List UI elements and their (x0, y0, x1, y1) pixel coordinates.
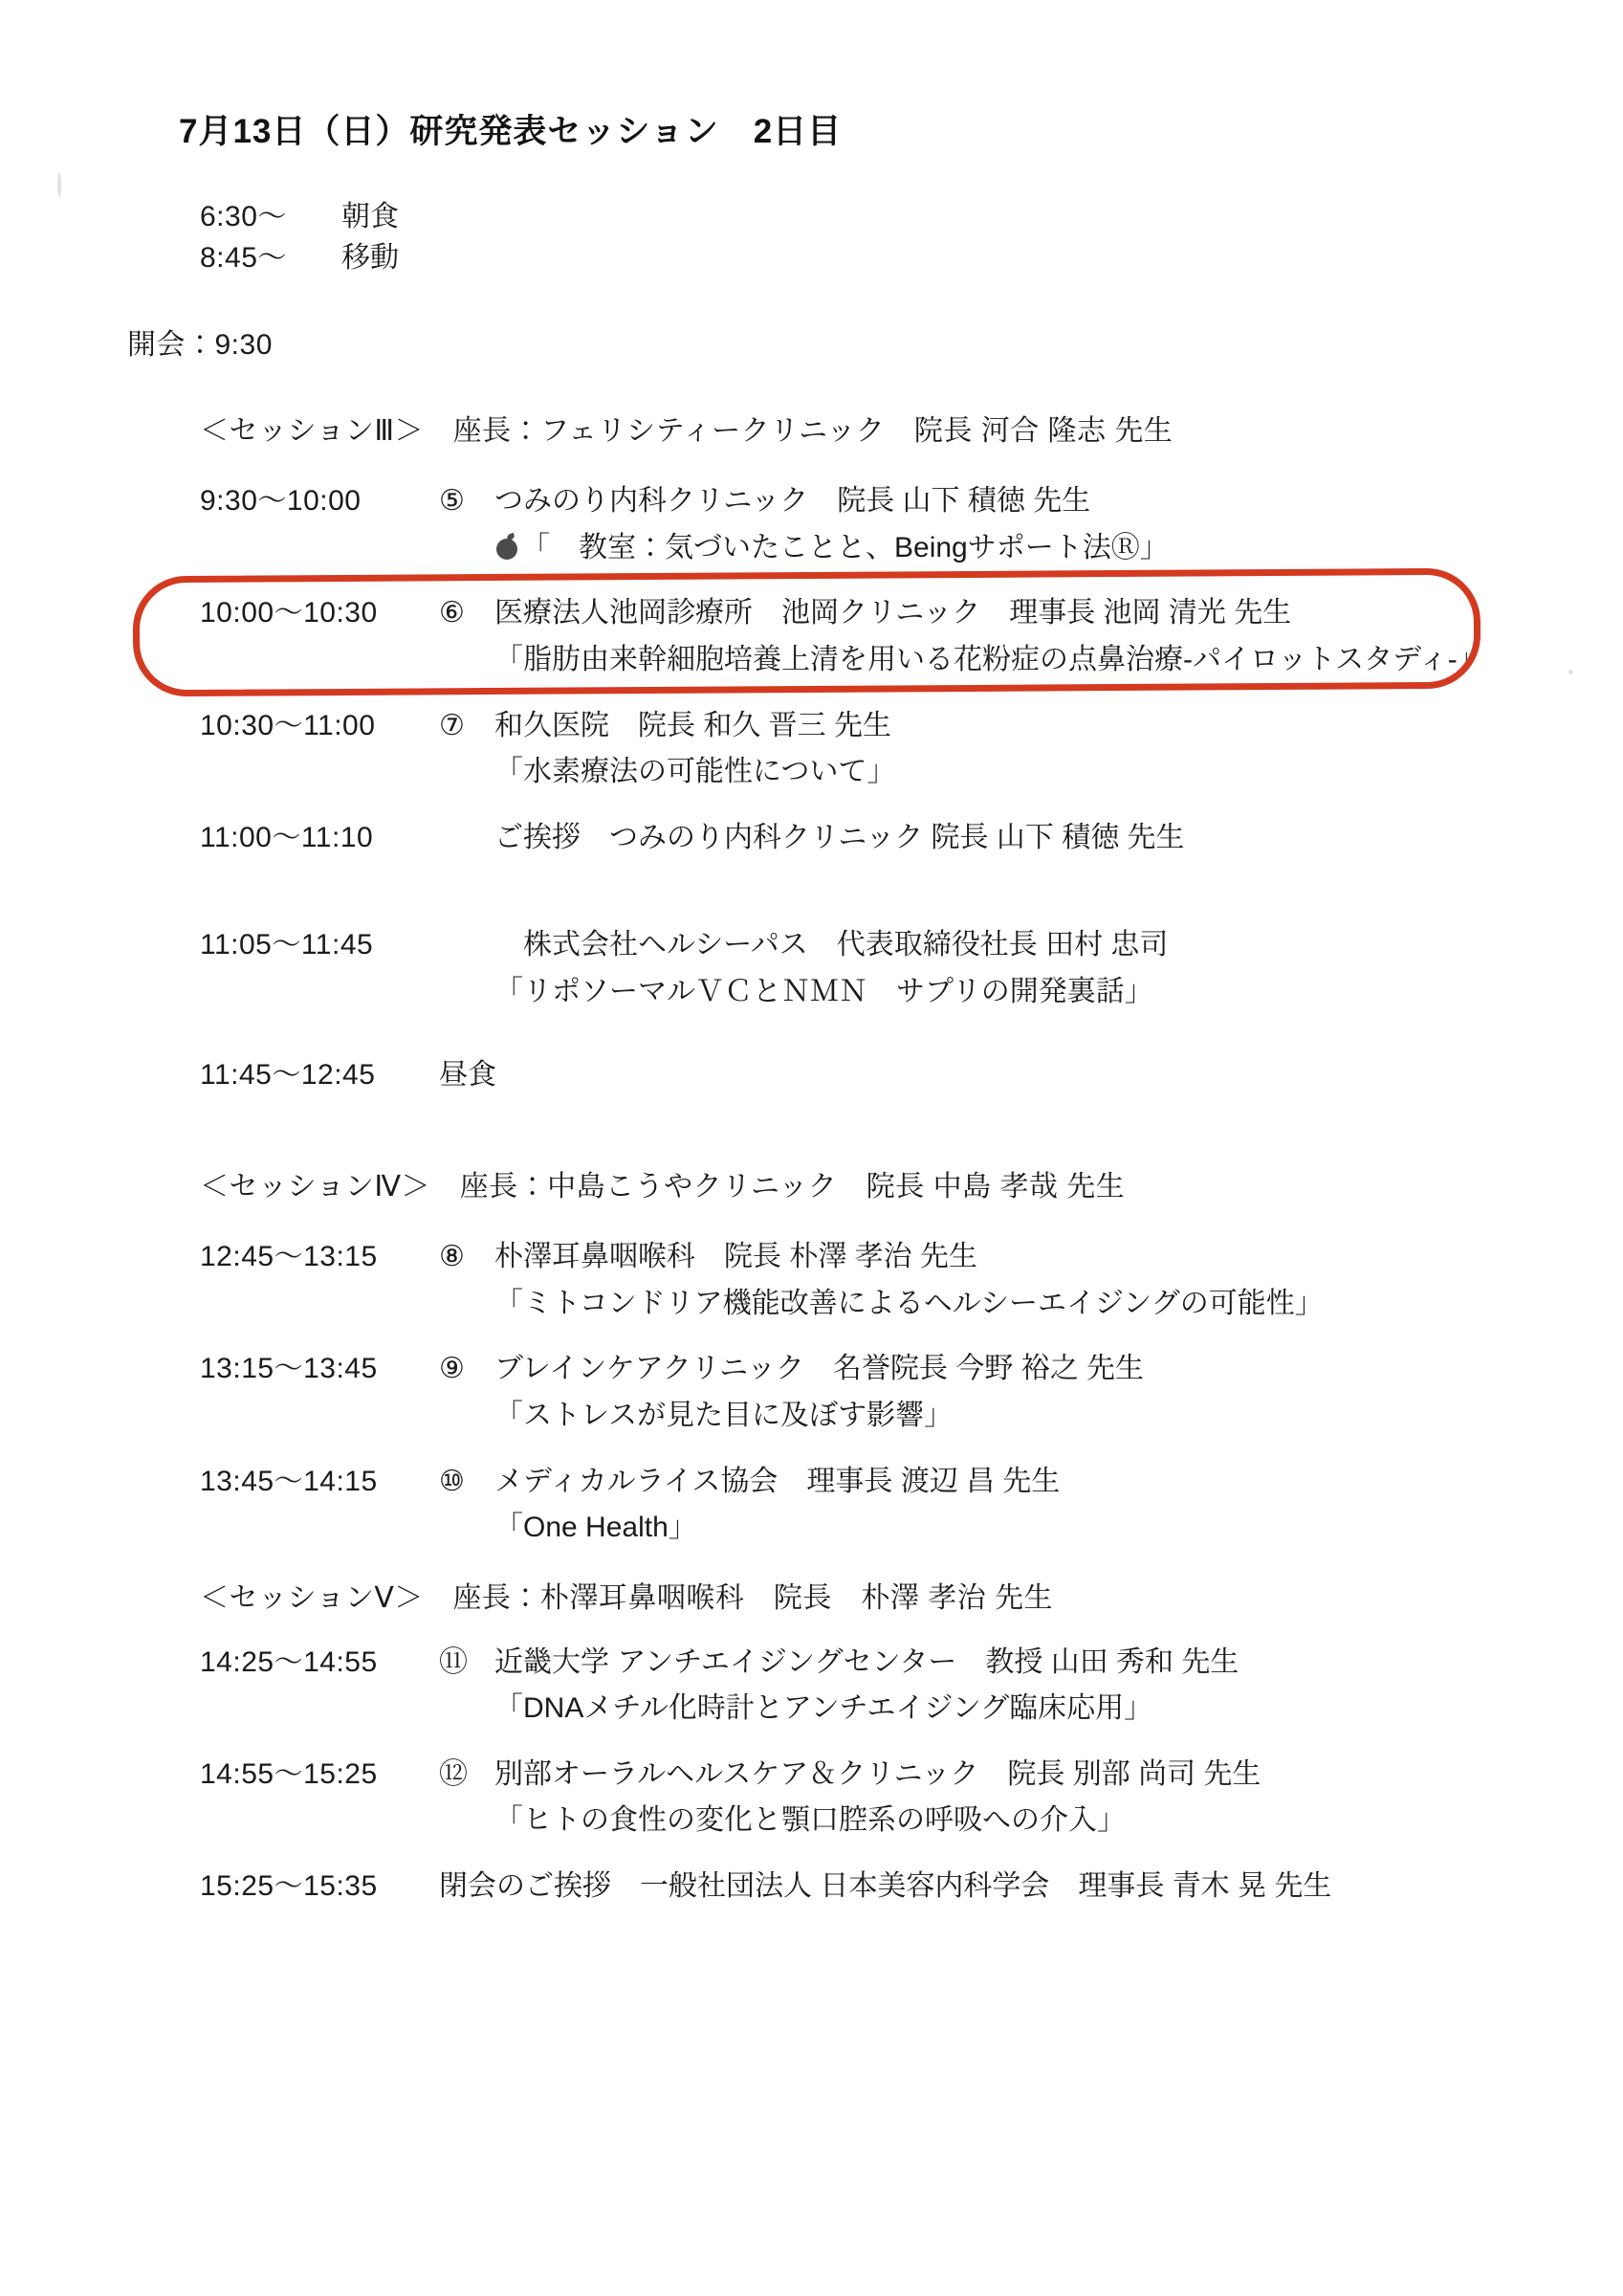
session-5-heading: ＜セッションⅤ＞ 座長：朴澤耳鼻咽喉科 院長 朴澤 孝治 先生 (200, 1581, 1054, 1614)
closing-row (200, 1866, 1480, 1908)
program-talk: 「DNAメチル化時計とアンチエイジング臨床応用」 (494, 1692, 1153, 1725)
program-talk: 「 教室：気づいたことと、Beingサポート法Ⓡ」 (521, 531, 1169, 563)
program-time: 10:00～10:30 (200, 597, 378, 629)
program-row (200, 1462, 1480, 1549)
program-speaker: ブレインケアクリニック 名誉院長 今野 裕之 先生 (494, 1353, 1145, 1385)
program-row (200, 706, 1480, 793)
program-speaker: 医療法人池岡診療所 池岡クリニック 理事長 池岡 清光 先生 (494, 597, 1292, 629)
list-item (200, 238, 1480, 279)
pre-item-label: 移動 (341, 241, 399, 274)
program-row (200, 481, 1480, 568)
program-speaker: ご挨拶 つみのり内科クリニック 院長 山下 積徳 先生 (494, 821, 1185, 853)
program-number: ⑥ (439, 597, 465, 629)
scan-artifact (57, 172, 61, 197)
program-row (200, 1755, 1480, 1842)
program-talk: 「One Health」 (494, 1512, 697, 1544)
program-talk: 「ミトコンドリア機能改善によるヘルシーエイジングの可能性」 (494, 1287, 1324, 1319)
program-time: 11:05～11:45 (200, 929, 374, 961)
program-speaker: 近畿大学 アンチエイジングセンター 教授 山田 秀和 先生 (494, 1645, 1239, 1678)
program-row (200, 593, 1486, 680)
program-number: ⑦ (439, 709, 465, 741)
pre-item-label: 朝食 (341, 201, 399, 232)
apple-icon (496, 539, 517, 560)
program-speaker: メディカルライス協会 理事長 渡辺 昌 先生 (494, 1465, 1061, 1497)
lunch-time: 11:45～12:45 (200, 1058, 376, 1091)
list-item (200, 197, 1480, 238)
lunch-label: 昼食 (439, 1058, 496, 1091)
opening-time: 開会：9:30 (127, 329, 273, 362)
lunch-row (200, 1055, 1480, 1096)
program-row (200, 1349, 1480, 1436)
program-row (200, 1237, 1480, 1324)
program-number: ⑨ (439, 1353, 465, 1385)
program-talk: 「ストレスが見た目に及ぼす影響」 (494, 1399, 954, 1431)
program-time: 11:00～11:10 (200, 821, 374, 853)
pre-item-time: 6:30～ (200, 201, 287, 232)
program-row (200, 818, 1480, 859)
pre-item-time: 8:45～ (200, 241, 287, 274)
program-talk: 「水素療法の可能性について」 (494, 756, 896, 788)
session-3-heading: ＜セッションⅢ＞ 座長：フェリシティークリニック 院長 河合 隆志 先生 (200, 415, 1173, 448)
program-time: 14:25～14:55 (200, 1645, 378, 1678)
program-row (200, 925, 1480, 1012)
program-talk: 「ヒトの食性の変化と顎口腔系の呼吸への介入」 (494, 1804, 1126, 1837)
page-title: 7月13日（日）研究発表セッション 2日目 (179, 113, 843, 150)
program-number: ⑫ (439, 1757, 468, 1790)
session-4-heading: ＜セッションⅣ＞ 座長：中島こうやクリニック 院長 中島 孝哉 先生 (200, 1171, 1126, 1203)
pre-schedule-list (177, 197, 1480, 278)
program-talk: 「リポソーマルＶＣとＮＭＮ サプリの開発裏話」 (494, 975, 1153, 1007)
program-speaker: 株式会社ヘルシーパス 代表取締役社長 田村 忠司 (494, 929, 1169, 961)
closing-label: 閉会のご挨拶 一般社団法人 日本美容内科学会 理事長 青木 晃 先生 (439, 1870, 1332, 1903)
program-speaker: 朴澤耳鼻咽喉科 院長 朴澤 孝治 先生 (494, 1241, 978, 1273)
program-number: ⑪ (439, 1645, 468, 1678)
program-time: 9:30～10:00 (200, 485, 362, 518)
program-talk: 「脂肪由来幹細胞培養上清を用いる花粉症の点鼻治療-パイロットスタディ-」 (494, 643, 1486, 675)
program-speaker: つみのり内科クリニック 院長 山下 積徳 先生 (494, 485, 1091, 518)
program-row (200, 1643, 1480, 1730)
program-speaker: 和久医院 院長 和久 晋三 先生 (494, 709, 892, 741)
program-number: ⑤ (439, 485, 465, 518)
program-speaker: 別部オーラルヘルスケア＆クリニック 院長 別部 尚司 先生 (494, 1757, 1261, 1790)
program-time: 12:45～13:15 (200, 1241, 378, 1273)
program-number: ⑧ (439, 1241, 465, 1273)
program-time: 13:15～13:45 (200, 1353, 378, 1385)
scan-artifact (1568, 670, 1573, 674)
program-time: 10:30～11:00 (200, 709, 376, 741)
program-time: 14:55～15:25 (200, 1757, 378, 1790)
highlighted-program-entry (200, 593, 1486, 680)
program-time: 13:45～14:15 (200, 1465, 378, 1497)
closing-time: 15:25～15:35 (200, 1870, 378, 1903)
program-number: ⑩ (439, 1465, 465, 1497)
